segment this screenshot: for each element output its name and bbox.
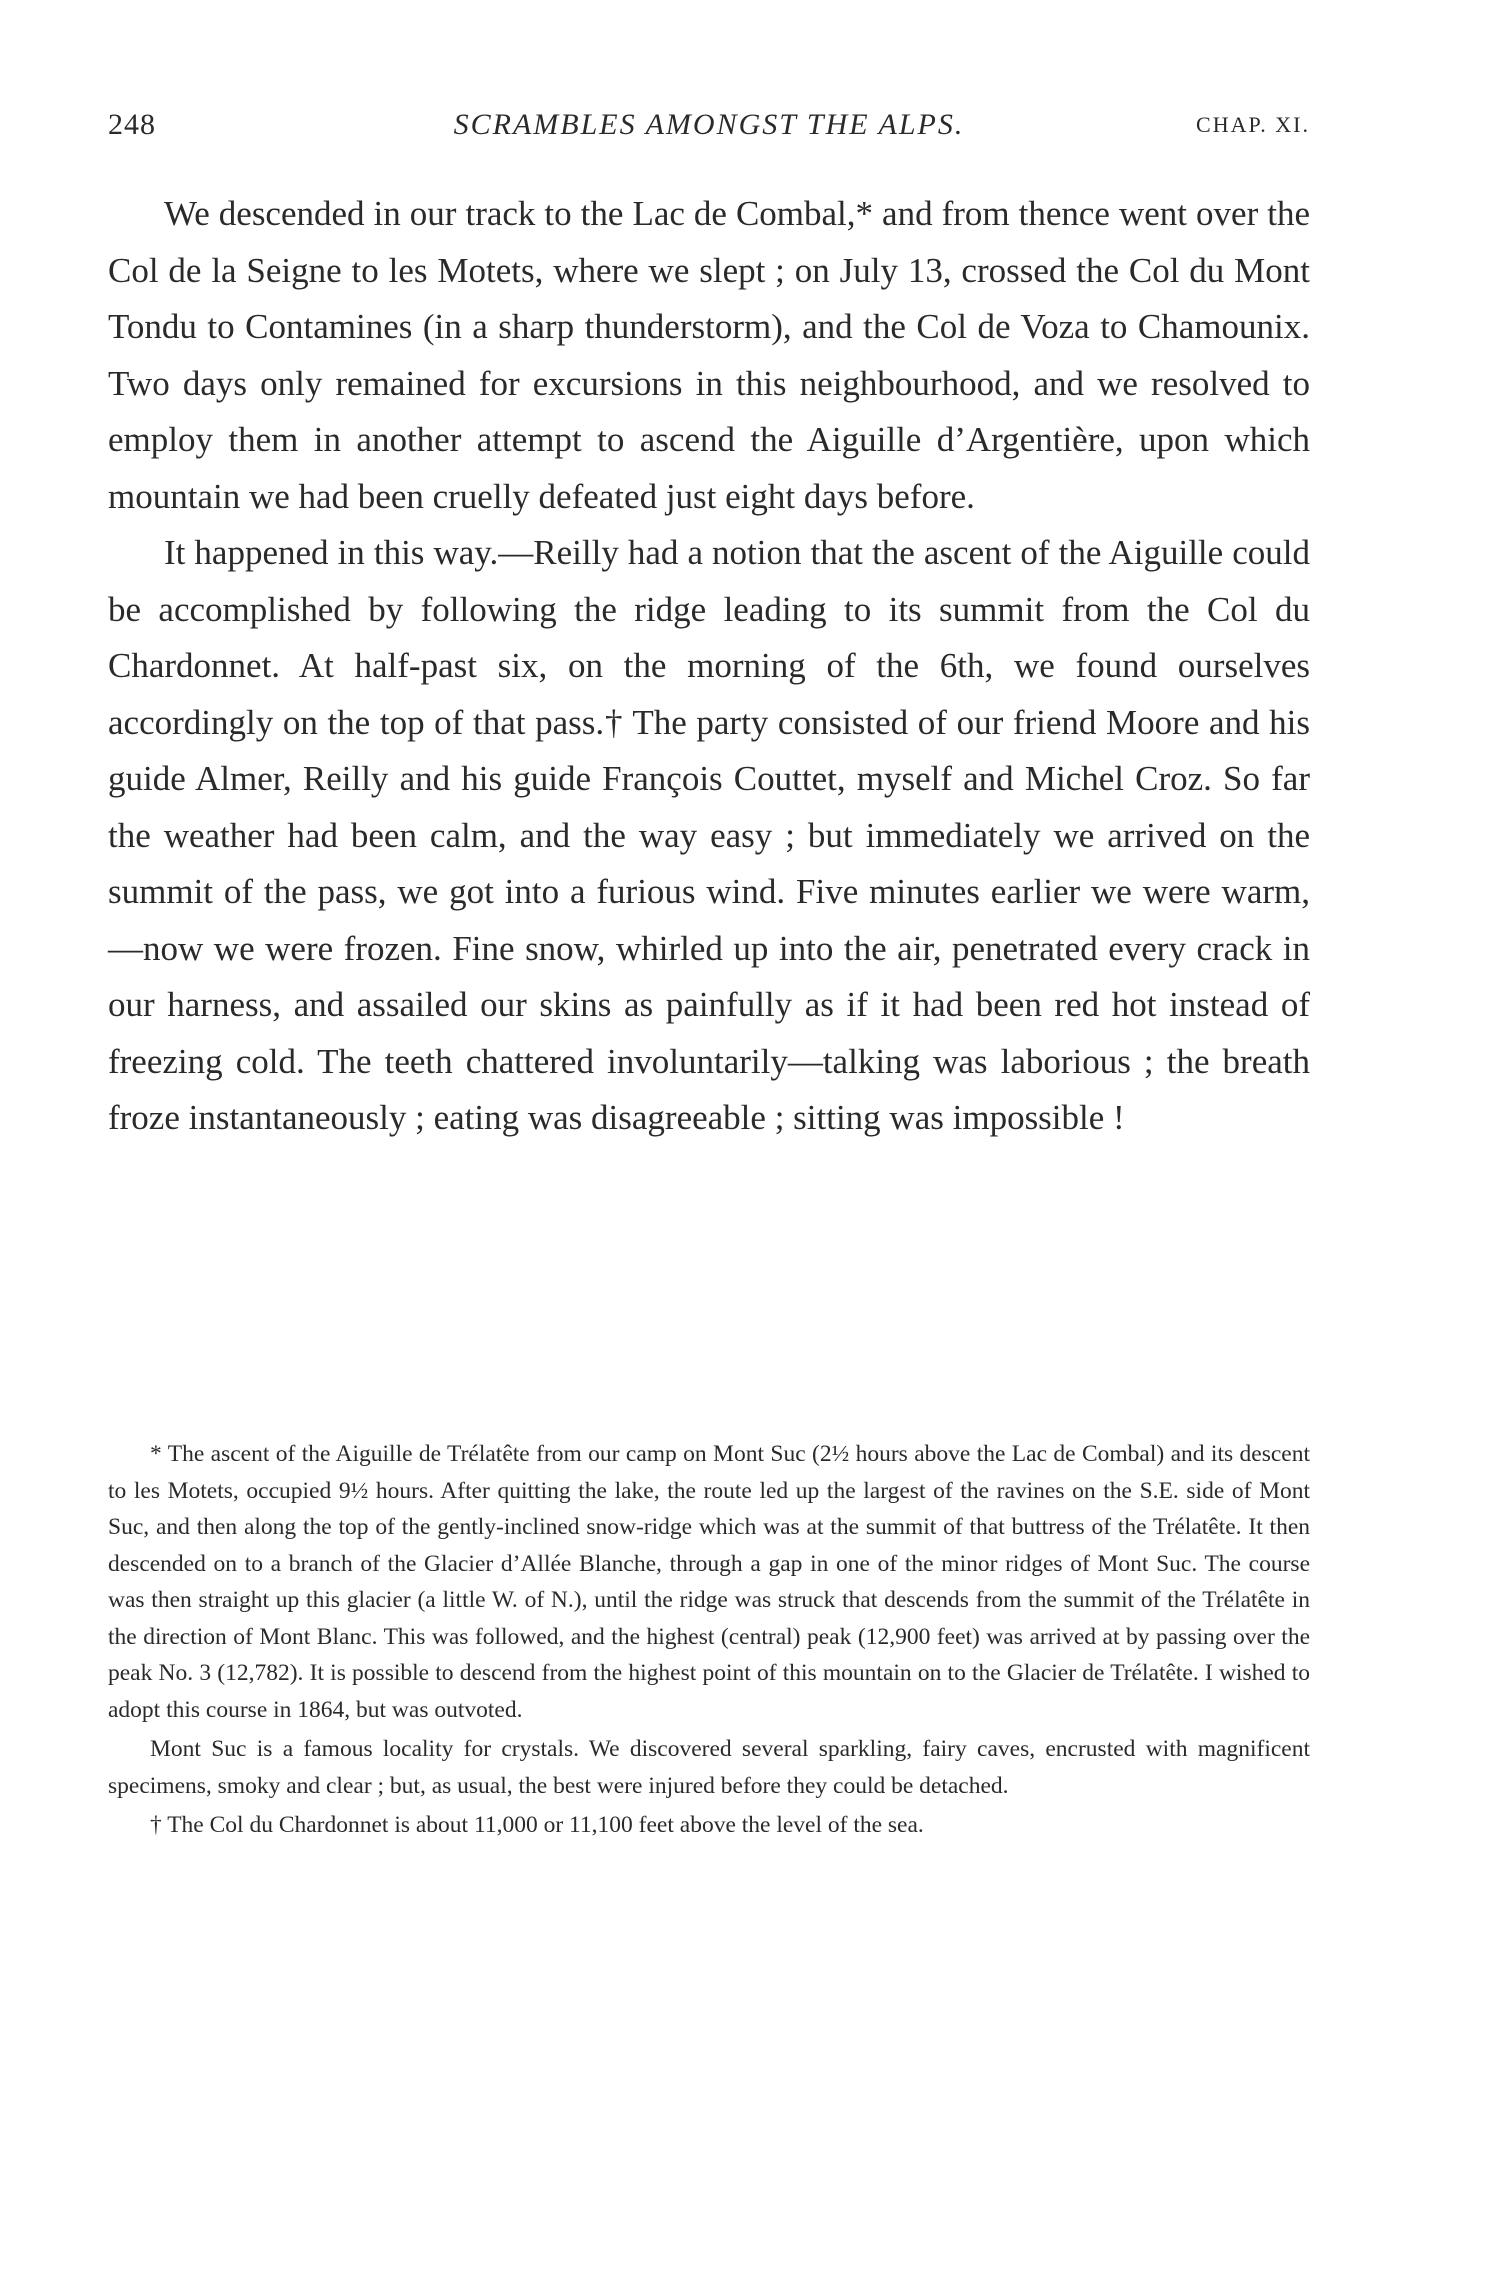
footnote-star: * The ascent of the Aiguille de Trélatête from our camp on Mont Suc (2½ hours above the Lac de Combal) and its descent to les Motets, occupied 9½ hours. After quitting the lake, the route led up the largest of the ravines on the S.E. side of Mont Suc, and then along the top of the gently-inclined snow-ridge which was at the summit of that buttress of the Trélatête. It then descended on to a branch of the Glacier d’Allée Blanche, through a gap in one of the minor ridges of Mont Suc. The course was then straight up this glacier (a little W. of N.), until the ridge was struck that descends from the summit of the Trélatête in the direction of Mont Blanc. This was followed, and the highest (central) peak (12,900 feet) was arrived at by passing over the peak No. 3 (12,782). It is possible to descend from the highest point of this mountain on to the Glacier de Trélatête. I wished to adopt this course in 1864, but was outvoted. bbox=[108, 1441, 1310, 1723]
body-text bbox=[108, 186, 1310, 1147]
book-page bbox=[108, 0, 1310, 2275]
running-head bbox=[108, 108, 1310, 148]
body-paragraph-1: We descended in our track to the Lac de Combal,* and from thence went over the Col de la Seigne to les Motets, where we slept ; on July 13, crossed the Col du Mont Tondu to Contamines (in a sharp thunderstorm), and the Col de Voza to Chamounix. Two days only remained for excursions in this neighbourhood, and we resolved to employ them in another attempt to ascend the Aiguille d’Argentière, upon which mountain we had been cruelly defeated just eight days before. bbox=[108, 194, 1310, 516]
footnote-star-continued: Mont Suc is a famous locality for crystals. We discovered several sparkling, fairy caves, encrusted with magnificent specimens, smoky and clear ; but, as usual, the best were injured before they could be detached. bbox=[108, 1736, 1310, 1799]
footnote-dagger: † The Col du Chardonnet is about 11,000 or 11,100 feet above the level of the sea. bbox=[150, 1812, 924, 1838]
running-title: SCRAMBLES AMONGST THE ALPS. bbox=[453, 108, 965, 141]
chapter-label: CHAP. XI. bbox=[1196, 112, 1310, 137]
page-number: 248 bbox=[108, 108, 156, 141]
body-paragraph-2: It happened in this way.—Reilly had a notion that the ascent of the Aiguille could be accomplished by following the ridge leading to its summit from the Col du Chardonnet. At half-past six, on the morning of the 6th, we found ourselves accordingly on the top of that pass.† The party consisted of our friend Moore and his guide Almer, Reilly and his guide François Couttet, myself and Michel Croz. So far the weather had been calm, and the way easy ; but immediately we arrived on the summit of the pass, we got into a furious wind. Five minutes earlier we were warm,—now we were frozen. Fine snow, whirled up into the air, penetrated every crack in our harness, and assailed our skins as painfully as if it had been red hot instead of freezing cold. The teeth chattered involuntarily—talking was laborious ; the breath froze instantaneously ; eating was disagreeable ; sitting was impossible ! bbox=[108, 533, 1310, 1137]
footnotes bbox=[108, 1436, 1310, 1847]
